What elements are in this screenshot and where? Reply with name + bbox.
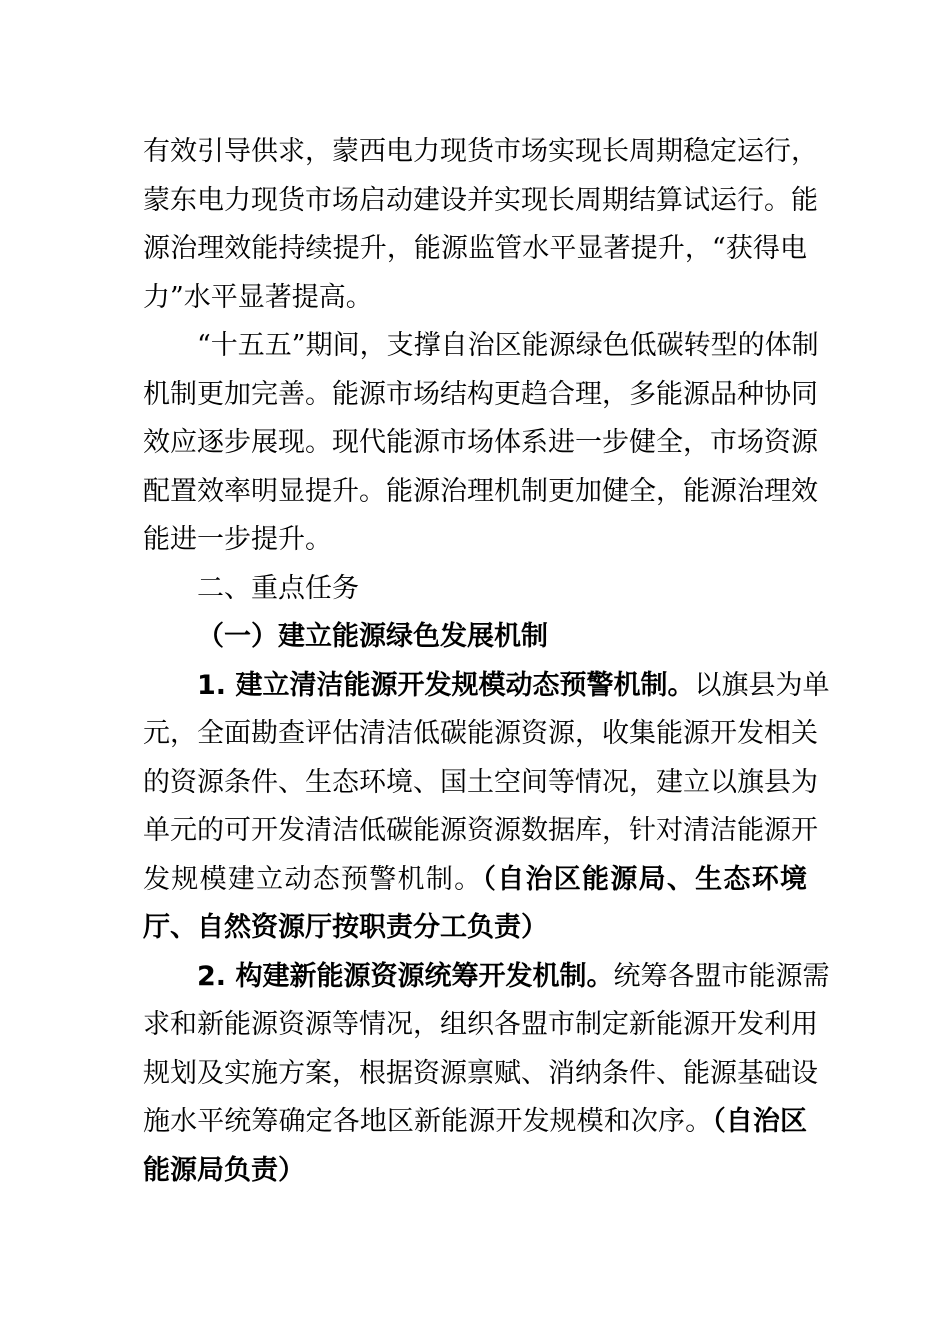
task-item-2-first-line <box>143 953 830 1002</box>
paragraph-market <box>143 128 818 322</box>
task-item-2 <box>143 953 830 1196</box>
task-item-2-fourth-line <box>143 1098 807 1147</box>
section-title: 二、重点任务 <box>197 572 359 604</box>
task-item-1-responsibility: 厅、自然资源厅按职责分工负责） <box>143 912 548 943</box>
task-item-1-text: 以旗县为单 <box>694 669 830 701</box>
subsection-title: （一）建立能源绿色发展机制 <box>197 621 548 652</box>
document-page <box>143 128 830 1195</box>
task-item-2-text: 施水平统筹确定各地区新能源开发规模和次序。 <box>143 1106 713 1137</box>
paragraph-15th-five-year <box>143 322 819 565</box>
text-line: 规划及实施方案，根据资源禀赋、消纳条件、能源基础设 <box>143 1057 818 1089</box>
text-line: 配置效率明显提升。能源治理机制更加健全，能源治理效 <box>143 475 818 507</box>
text-line: 机制更加完善。能源市场结构更趋合理，多能源品种协同 <box>143 378 818 410</box>
text-line: 有效引导供求，蒙西电力现货市场实现长周期稳定运行， <box>143 136 818 167</box>
text-line: 元，全面勘查评估清洁低碳能源资源，收集能源开发相关 <box>143 718 818 749</box>
task-item-1-first-line <box>143 662 830 711</box>
task-item-1 <box>143 662 830 953</box>
task-item-1-responsibility: （自治区能源局、生态环境 <box>482 863 808 895</box>
task-item-1-title: 1. 建立清洁能源开发规模动态预警机制。 <box>197 669 695 701</box>
text-line: 求和新能源资源等情况，组织各盟市制定新能源开发利用 <box>143 1009 818 1040</box>
text-line: 蒙东电力现货市场启动建设并实现长周期结算试运行。能 <box>143 184 818 216</box>
text-line: 效应逐步展现。现代能源市场体系进一步健全，市场资源 <box>143 427 818 458</box>
task-item-1-text: 发规模建立动态预警机制。 <box>143 863 483 895</box>
text-line: 能进一步提升。 <box>143 524 332 555</box>
task-item-2-responsibility: （自治区 <box>712 1106 808 1137</box>
text-line: 单元的可开发清洁低碳能源资源数据库，针对清洁能源开 <box>143 815 818 846</box>
text-line: 力”水平显著提高。 <box>143 281 373 313</box>
text-line: “十五五”期间，支撑自治区能源绿色低碳转型的体制 <box>197 330 819 361</box>
task-item-2-title: 2. 构建新能源资源统筹开发机制。 <box>197 960 614 992</box>
text-line: 源治理效能持续提升，能源监管水平显著提升，“获得电 <box>143 233 807 264</box>
task-item-2-responsibility: 能源局负责） <box>143 1154 305 1186</box>
task-item-1-fifth-line <box>143 856 807 905</box>
task-item-2-text: 统筹各盟市能源需 <box>613 960 830 992</box>
text-line: 的资源条件、生态环境、国土空间等情况，建立以旗县为 <box>143 766 818 798</box>
